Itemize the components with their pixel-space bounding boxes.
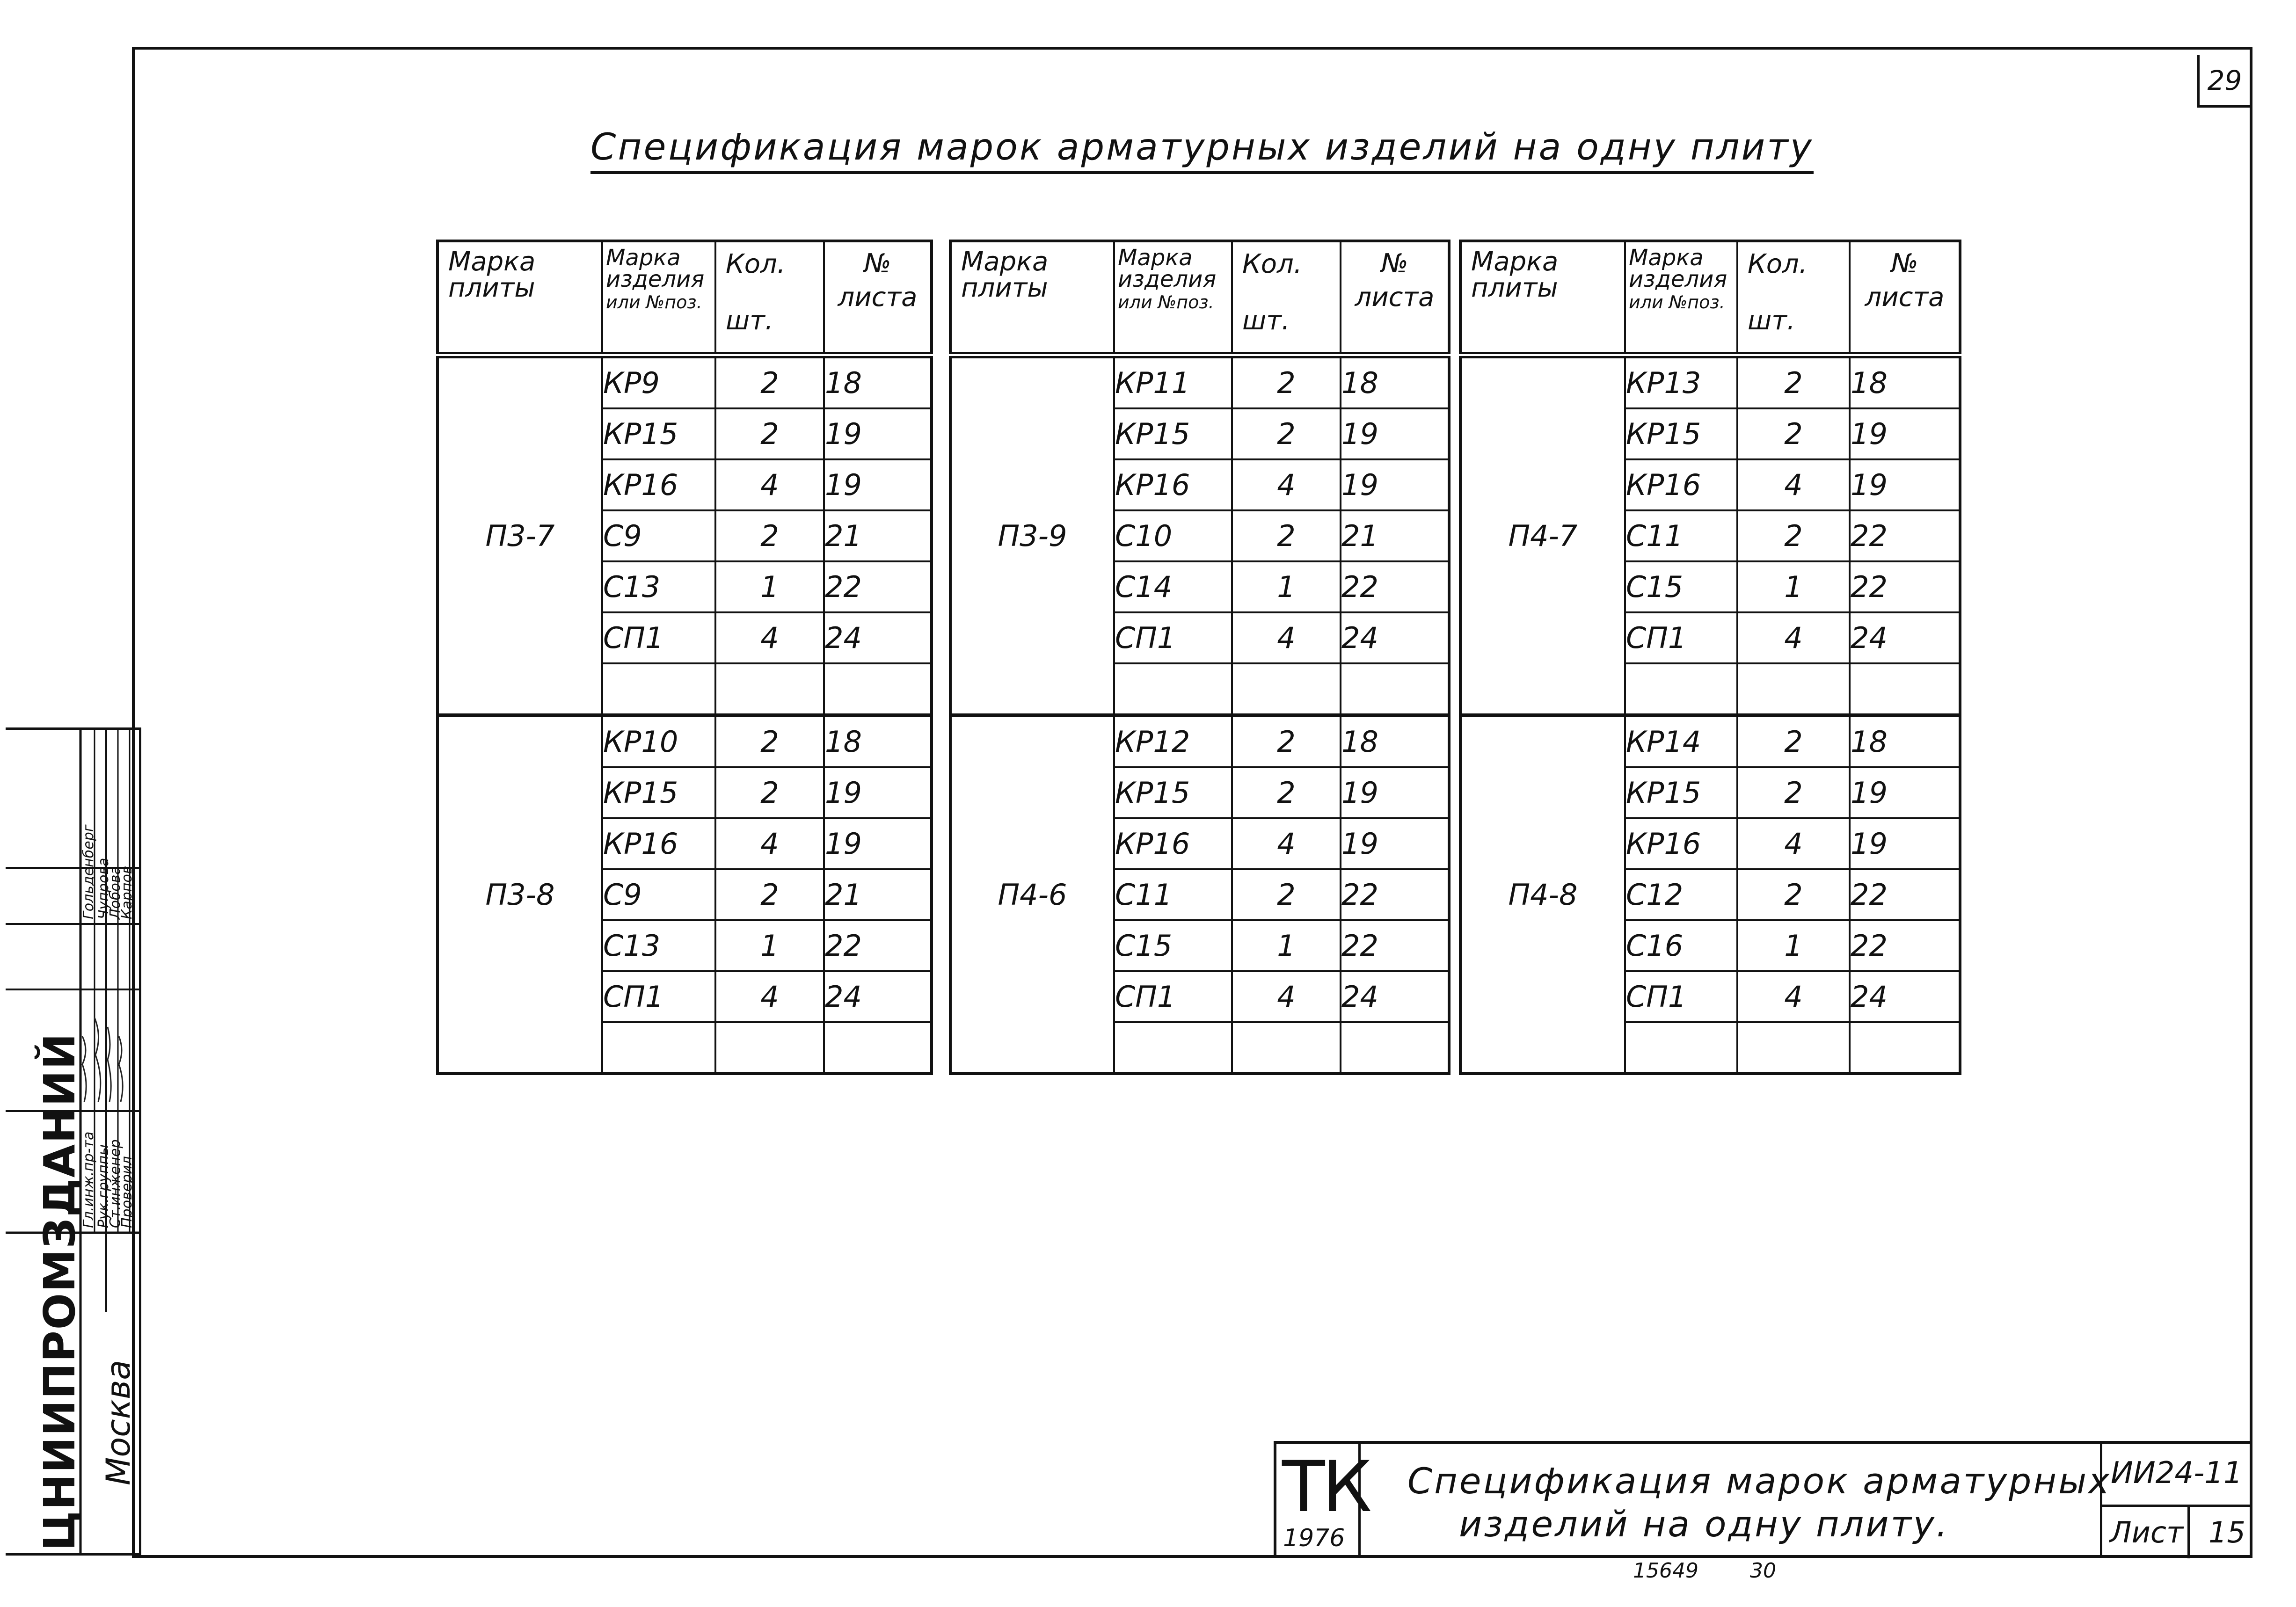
sheet-number-cell: 22 [1341,920,1449,971]
item-mark-cell: КР16 [1114,818,1232,869]
header-row [950,241,1449,355]
inventory-number: 15649 [1633,1559,1698,1583]
item-mark-cell: С12 [1625,869,1737,920]
spec-table-3 [1459,240,1961,1075]
qty-cell: 2 [715,767,824,818]
sheet-number-cell: 19 [1850,767,1960,818]
qty-cell: 2 [715,510,824,561]
qty-cell: 2 [715,869,824,920]
item-mark-cell: КР15 [602,767,715,818]
item-mark-cell: С9 [602,510,715,561]
sheet-number-cell: 19 [824,408,932,459]
sheet-number-cell [1850,1022,1960,1074]
header-item-mark-text [1115,242,1231,313]
sheet-row [2100,1505,2252,1558]
sheet-number-cell: 21 [824,869,932,920]
qty-cell: 4 [1232,971,1341,1022]
tk-label: ТК [1282,1447,1370,1528]
stamp-role-4: Проверил [119,1156,135,1228]
header-plate-mark-text: Марка плиты [448,247,536,303]
sheet-number-cell: 19 [1850,408,1960,459]
tk-year: 1976 [1283,1524,1345,1552]
item-mark-cell: КР16 [1625,818,1737,869]
item-mark-cell: С13 [602,561,715,612]
qty-cell: 4 [715,612,824,663]
qty-cell [1737,1022,1850,1074]
plate-mark-cell: П4-7 [1460,355,1625,715]
qty-cell: 2 [715,355,824,408]
qty-cell: 2 [1737,767,1850,818]
header-plate-mark-text: Марка плиты [1471,247,1559,303]
qty-cell: 2 [1737,869,1850,920]
title-block-line2: изделий на одну плиту. [1459,1503,1949,1545]
qty-cell: 1 [715,920,824,971]
qty-cell [1232,1022,1341,1074]
header-item-mark-text [603,242,714,313]
stamp-name-1: Гольденберг [80,824,97,919]
item-mark-cell: КР13 [1625,355,1737,408]
plate-mark-cell: П4-6 [950,715,1114,1074]
sheet-number-cell: 24 [1850,612,1960,663]
qty-cell: 2 [1232,355,1341,408]
header-qty-line1: Кол. [1748,249,1808,279]
item-mark-cell: КР15 [1114,767,1232,818]
sheet-number-cell: 22 [824,920,932,971]
header-item-mark [602,241,715,355]
qty-cell: 2 [1232,869,1341,920]
sheet-number-cell: 24 [824,971,932,1022]
item-mark-cell: КР16 [602,459,715,510]
header-qty [1737,241,1850,355]
header-sheet-line2: листа [1865,282,1945,313]
sheet-number-cell: 19 [1341,459,1449,510]
bottom-number: 30 [1750,1559,1776,1583]
item-mark-cell: СП1 [602,612,715,663]
item-mark-cell [1625,663,1737,715]
header-row [437,241,932,355]
qty-cell: 2 [1737,715,1850,767]
table-row [1460,715,1960,767]
plate-mark-cell: П3-7 [437,355,602,715]
spec-table-2 [949,240,1450,1075]
header-item-mark-text [1626,242,1736,313]
header-sheet-line1: № [1891,248,1918,279]
sheet-label: Лист [2110,1515,2184,1549]
header-plate-mark [437,241,602,355]
sheet-number-cell: 19 [1341,818,1449,869]
header-sheet-text [1851,242,1959,314]
sheet-number-cell: 18 [1850,355,1960,408]
item-mark-cell: СП1 [1625,971,1737,1022]
sheet-number-cell: 19 [1341,767,1449,818]
sheet-number-cell: 19 [1341,408,1449,459]
sheet-number-cell: 22 [1850,869,1960,920]
item-mark-cell: КР15 [1625,408,1737,459]
header-sheet [824,241,932,355]
item-mark-cell: С11 [1625,510,1737,561]
header-plate-mark-text: Марка плиты [961,247,1049,303]
qty-cell: 2 [1232,510,1341,561]
table-row [950,715,1449,767]
header-item-mark-line1: Марка [1629,245,1704,271]
item-mark-cell [602,1022,715,1074]
left-stamp [6,727,141,1556]
qty-cell: 1 [715,561,824,612]
header-qty-text [716,242,823,336]
qty-cell: 2 [1232,767,1341,818]
header-qty-line1: Кол. [726,249,786,279]
qty-cell: 1 [1232,561,1341,612]
sheet-number-cell: 24 [824,612,932,663]
stamp-name-4: Карпов [119,865,135,919]
qty-cell: 4 [715,459,824,510]
item-mark-cell: КР15 [602,408,715,459]
header-plate-mark [950,241,1114,355]
qty-cell: 1 [1232,920,1341,971]
plate-mark-cell: П3-9 [950,355,1114,715]
item-mark-cell [602,663,715,715]
item-mark-cell: КР11 [1114,355,1232,408]
sheet-number-cell: 18 [1341,355,1449,408]
item-mark-cell: С15 [1625,561,1737,612]
qty-cell: 4 [715,971,824,1022]
page-number: 29 [2197,55,2250,108]
qty-cell [715,663,824,715]
sheet-number-cell: 19 [1850,818,1960,869]
stamp-role-1: Гл.инж.пр-та [80,1131,97,1228]
stamp-role-3: Ст.инженер [107,1139,124,1228]
qty-cell: 4 [1737,818,1850,869]
item-mark-cell: СП1 [602,971,715,1022]
qty-cell: 4 [1232,818,1341,869]
qty-cell: 4 [1737,459,1850,510]
item-mark-cell: С15 [1114,920,1232,971]
header-qty [1232,241,1341,355]
item-mark-cell: КР14 [1625,715,1737,767]
qty-cell: 2 [715,715,824,767]
item-mark-cell: КР12 [1114,715,1232,767]
qty-cell: 2 [1232,408,1341,459]
page-title: Спецификация марок арматурных изделий на одну плиту [590,126,1814,174]
item-mark-cell: С13 [602,920,715,971]
item-mark-cell [1625,1022,1737,1074]
qty-cell: 1 [1737,920,1850,971]
sheet-number-cell: 22 [1850,510,1960,561]
item-mark-cell [1114,663,1232,715]
sheet-number-cell: 18 [1341,715,1449,767]
stamp-signatures [6,727,141,1556]
qty-cell: 2 [1737,510,1850,561]
item-mark-cell: КР16 [1114,459,1232,510]
qty-cell: 1 [1737,561,1850,612]
sheet-number-cell [824,1022,932,1074]
header-sheet-text [825,242,930,314]
qty-cell: 4 [1737,612,1850,663]
tk-box [1276,1444,1370,1558]
sheet-number-cell: 18 [824,355,932,408]
sheet-number-cell: 21 [824,510,932,561]
header-sheet-line1: № [864,248,891,279]
item-mark-cell: С11 [1114,869,1232,920]
item-mark-cell: С10 [1114,510,1232,561]
header-qty-line2: шт. [726,305,773,336]
item-mark-cell: КР10 [602,715,715,767]
table-row [437,715,932,767]
sheet-number-cell: 22 [1341,561,1449,612]
header-item-mark-line2: изделия [606,266,705,292]
item-mark-cell: С16 [1625,920,1737,971]
sheet-number-cell: 22 [1850,920,1960,971]
header-qty [715,241,824,355]
item-mark-cell: КР16 [602,818,715,869]
sheet-number-cell: 19 [824,459,932,510]
item-mark-cell: С9 [602,869,715,920]
header-sheet-line2: листа [1355,282,1435,313]
stamp-name-2: Чупрова [95,858,112,919]
header-item-mark [1625,241,1737,355]
sheet-number-cell: 22 [1341,869,1449,920]
sheet-number-cell [1341,1022,1449,1074]
header-qty-text [1233,242,1340,336]
item-mark-cell: КР15 [1114,408,1232,459]
qty-cell: 4 [1232,459,1341,510]
header-item-mark-line3: или №поз. [1118,292,1214,313]
header-sheet [1341,241,1449,355]
header-item-mark-line1: Марка [606,245,681,271]
spec-table-1 [436,240,933,1075]
qty-cell: 2 [1737,355,1850,408]
sheet-number-cell: 21 [1341,510,1449,561]
qty-cell [1232,663,1341,715]
sheet-number-cell: 19 [1850,459,1960,510]
sheet-number-cell: 24 [1341,971,1449,1022]
qty-cell: 4 [715,818,824,869]
sheet-number-cell: 24 [1850,971,1960,1022]
header-qty-line2: шт. [1242,305,1290,336]
header-qty-line2: шт. [1748,305,1795,336]
item-mark-cell: С14 [1114,561,1232,612]
sheet-number-cell [824,663,932,715]
qty-cell [715,1022,824,1074]
sheet-number-cell: 19 [824,818,932,869]
sheet-number-cell: 18 [824,715,932,767]
sheet-number-cell: 22 [1850,561,1960,612]
plate-mark-cell: П4-8 [1460,715,1625,1074]
header-item-mark-line3: или №поз. [1629,292,1725,313]
document-code: ИИ24-11 [2100,1444,2252,1505]
table-row [950,355,1449,408]
sheet-number-cell: 24 [1341,612,1449,663]
stamp-name-3: Лобова [107,866,124,919]
header-item-mark-line3: или №поз. [606,292,702,313]
stamp-city: Москва [99,1360,138,1485]
header-item-mark-line1: Марка [1118,245,1193,271]
qty-cell: 4 [1232,612,1341,663]
header-sheet [1850,241,1960,355]
title-block-text [1407,1460,2111,1546]
header-item-mark-line2: изделия [1118,266,1217,292]
table-row [1460,355,1960,408]
item-mark-cell: КР16 [1625,459,1737,510]
qty-cell: 2 [1232,715,1341,767]
header-sheet-line1: № [1381,248,1408,279]
title-block [1274,1441,2252,1558]
item-mark-cell: СП1 [1114,612,1232,663]
qty-cell: 2 [1737,408,1850,459]
header-qty-line1: Кол. [1242,249,1302,279]
sheet-number-cell: 18 [1850,715,1960,767]
sheet-number-cell: 19 [824,767,932,818]
plate-mark-cell: П3-8 [437,715,602,1074]
header-item-mark-line2: изделия [1629,266,1727,292]
header-item-mark [1114,241,1232,355]
sheet-number-cell [1341,663,1449,715]
qty-cell [1737,663,1850,715]
stamp-org: ЦНИИПРОМЗДАНИЙ [35,1032,85,1551]
item-mark-cell: КР15 [1625,767,1737,818]
header-sheet-line2: листа [838,282,918,313]
table-row [437,355,932,408]
item-mark-cell: СП1 [1625,612,1737,663]
qty-cell: 4 [1737,971,1850,1022]
title-block-line1: Спецификация марок арматурных [1407,1460,2112,1502]
qty-cell: 2 [715,408,824,459]
item-mark-cell: КР9 [602,355,715,408]
header-row [1460,241,1960,355]
sheet-number: 15 [2187,1507,2253,1558]
header-plate-mark [1460,241,1625,355]
item-mark-cell: СП1 [1114,971,1232,1022]
sheet-number-cell: 22 [824,561,932,612]
stamp-role-2: Рук.группы [95,1144,112,1228]
sheet-number-cell [1850,663,1960,715]
header-sheet-text [1341,242,1448,314]
item-mark-cell [1114,1022,1232,1074]
header-qty-text [1738,242,1849,336]
